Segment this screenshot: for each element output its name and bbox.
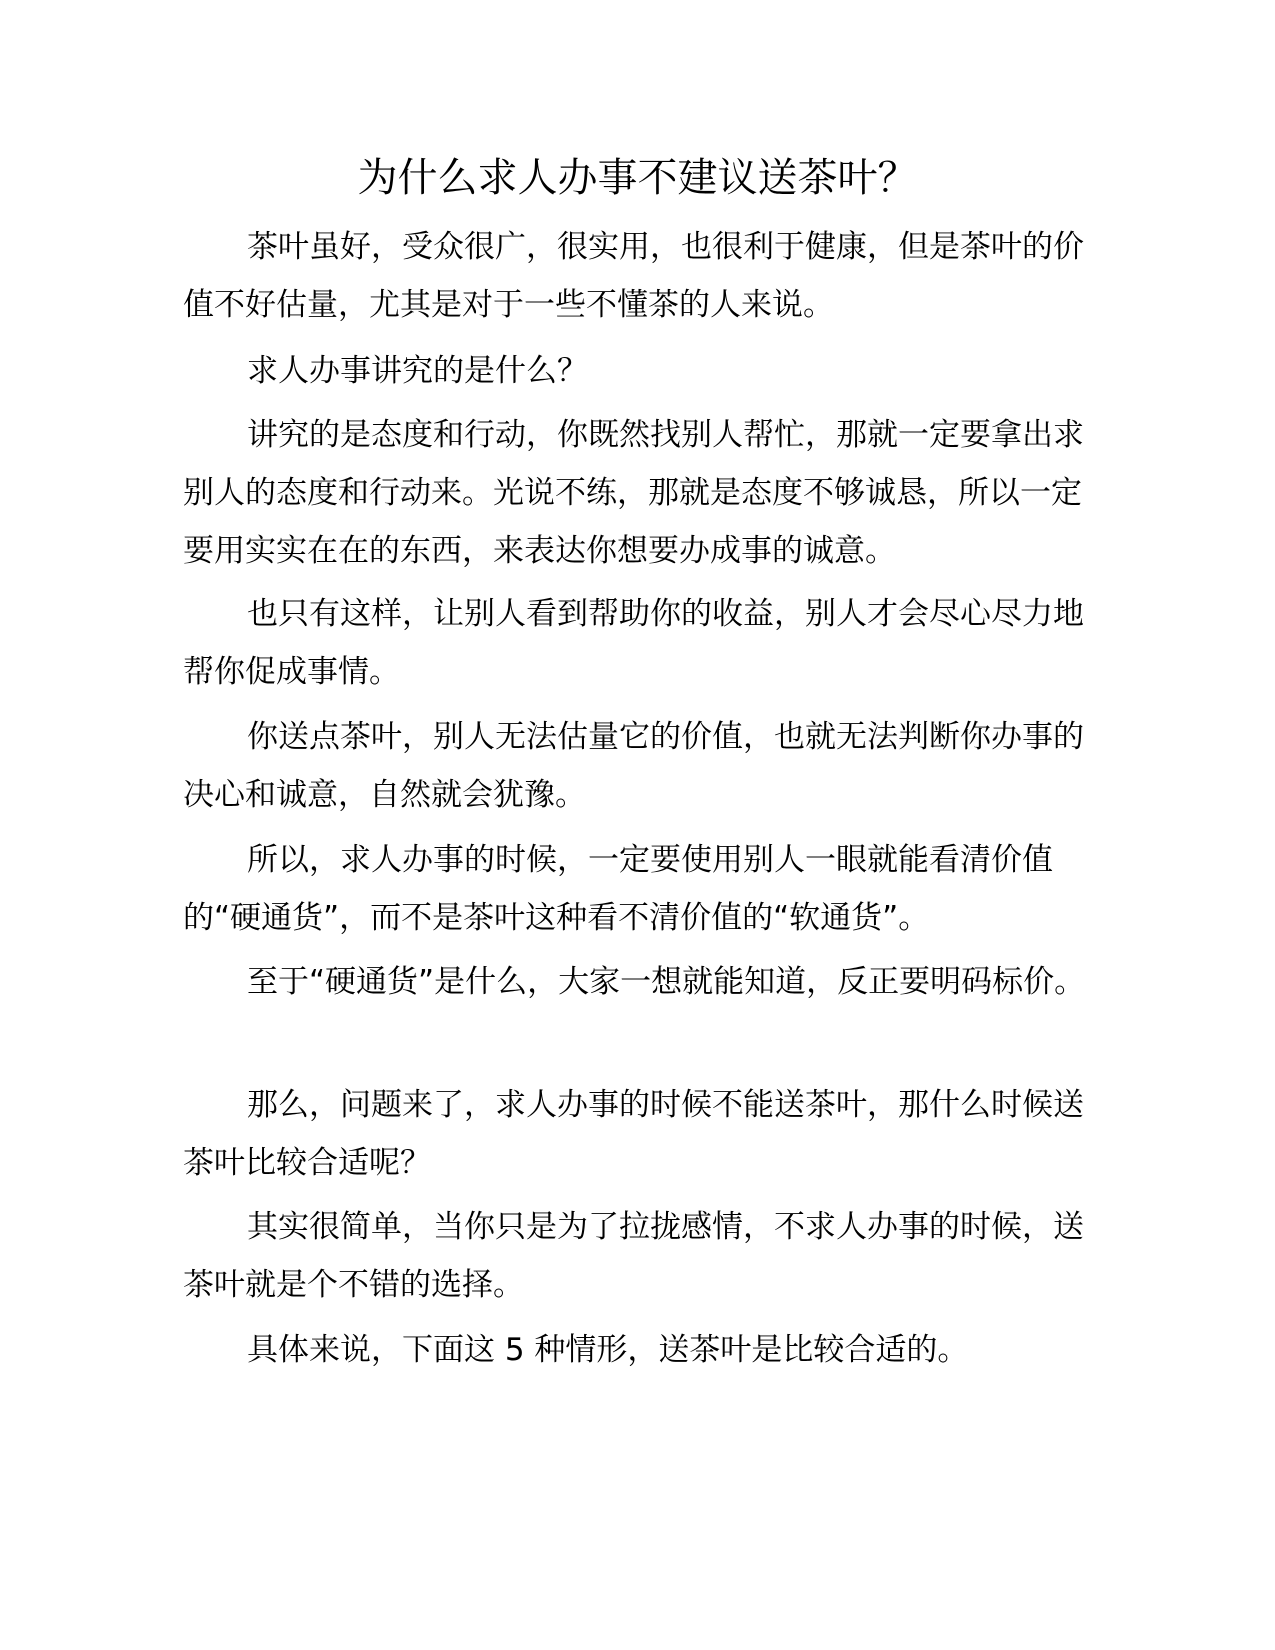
paragraph-2: 求人办事讲究的是什么？ bbox=[247, 353, 588, 389]
paragraph-9: 其实很简单，当你只是为了拉拢感情，不求人办事的时候，送茶叶就是个不错的选择。 bbox=[183, 1209, 1084, 1303]
paragraph-10: 具体来说，下面这 5 种情形，送茶叶是比较合适的。 bbox=[247, 1332, 969, 1368]
paragraph-6: 所以，求人办事的时候，一定要使用别人一眼就能看清价值的“硬通货”，而不是茶叶这种看不清价值的“软通货”。 bbox=[183, 842, 1053, 936]
paragraph-8: 那么，问题来了，求人办事的时候不能送茶叶，那什么时候送茶叶比较合适呢？ bbox=[183, 1087, 1084, 1181]
paragraph-7: 至于“硬通货”是什么，大家一想就能知道，反正要明码标价。 bbox=[247, 964, 1086, 1000]
paragraph-1: 茶叶虽好，受众很广，很实用，也很利于健康，但是茶叶的价值不好估量，尤其是对于一些不懂茶的人来说。 bbox=[183, 229, 1084, 323]
document-title: 为什么求人办事不建议送茶叶？ bbox=[357, 155, 918, 201]
paragraph-4: 也只有这样，让别人看到帮助你的收益，别人才会尽心尽力地帮你促成事情。 bbox=[183, 596, 1084, 690]
paragraph-3: 讲究的是态度和行动，你既然找别人帮忙，那就一定要拿出求别人的态度和行动来。光说不练，那就是态度不够诚恳，所以一定要用实实在在的东西，来表达你想要办成事的诚意。 bbox=[183, 417, 1084, 569]
paragraph-5: 你送点茶叶，别人无法估量它的价值，也就无法判断你办事的决心和诚意，自然就会犹豫。 bbox=[183, 719, 1084, 813]
